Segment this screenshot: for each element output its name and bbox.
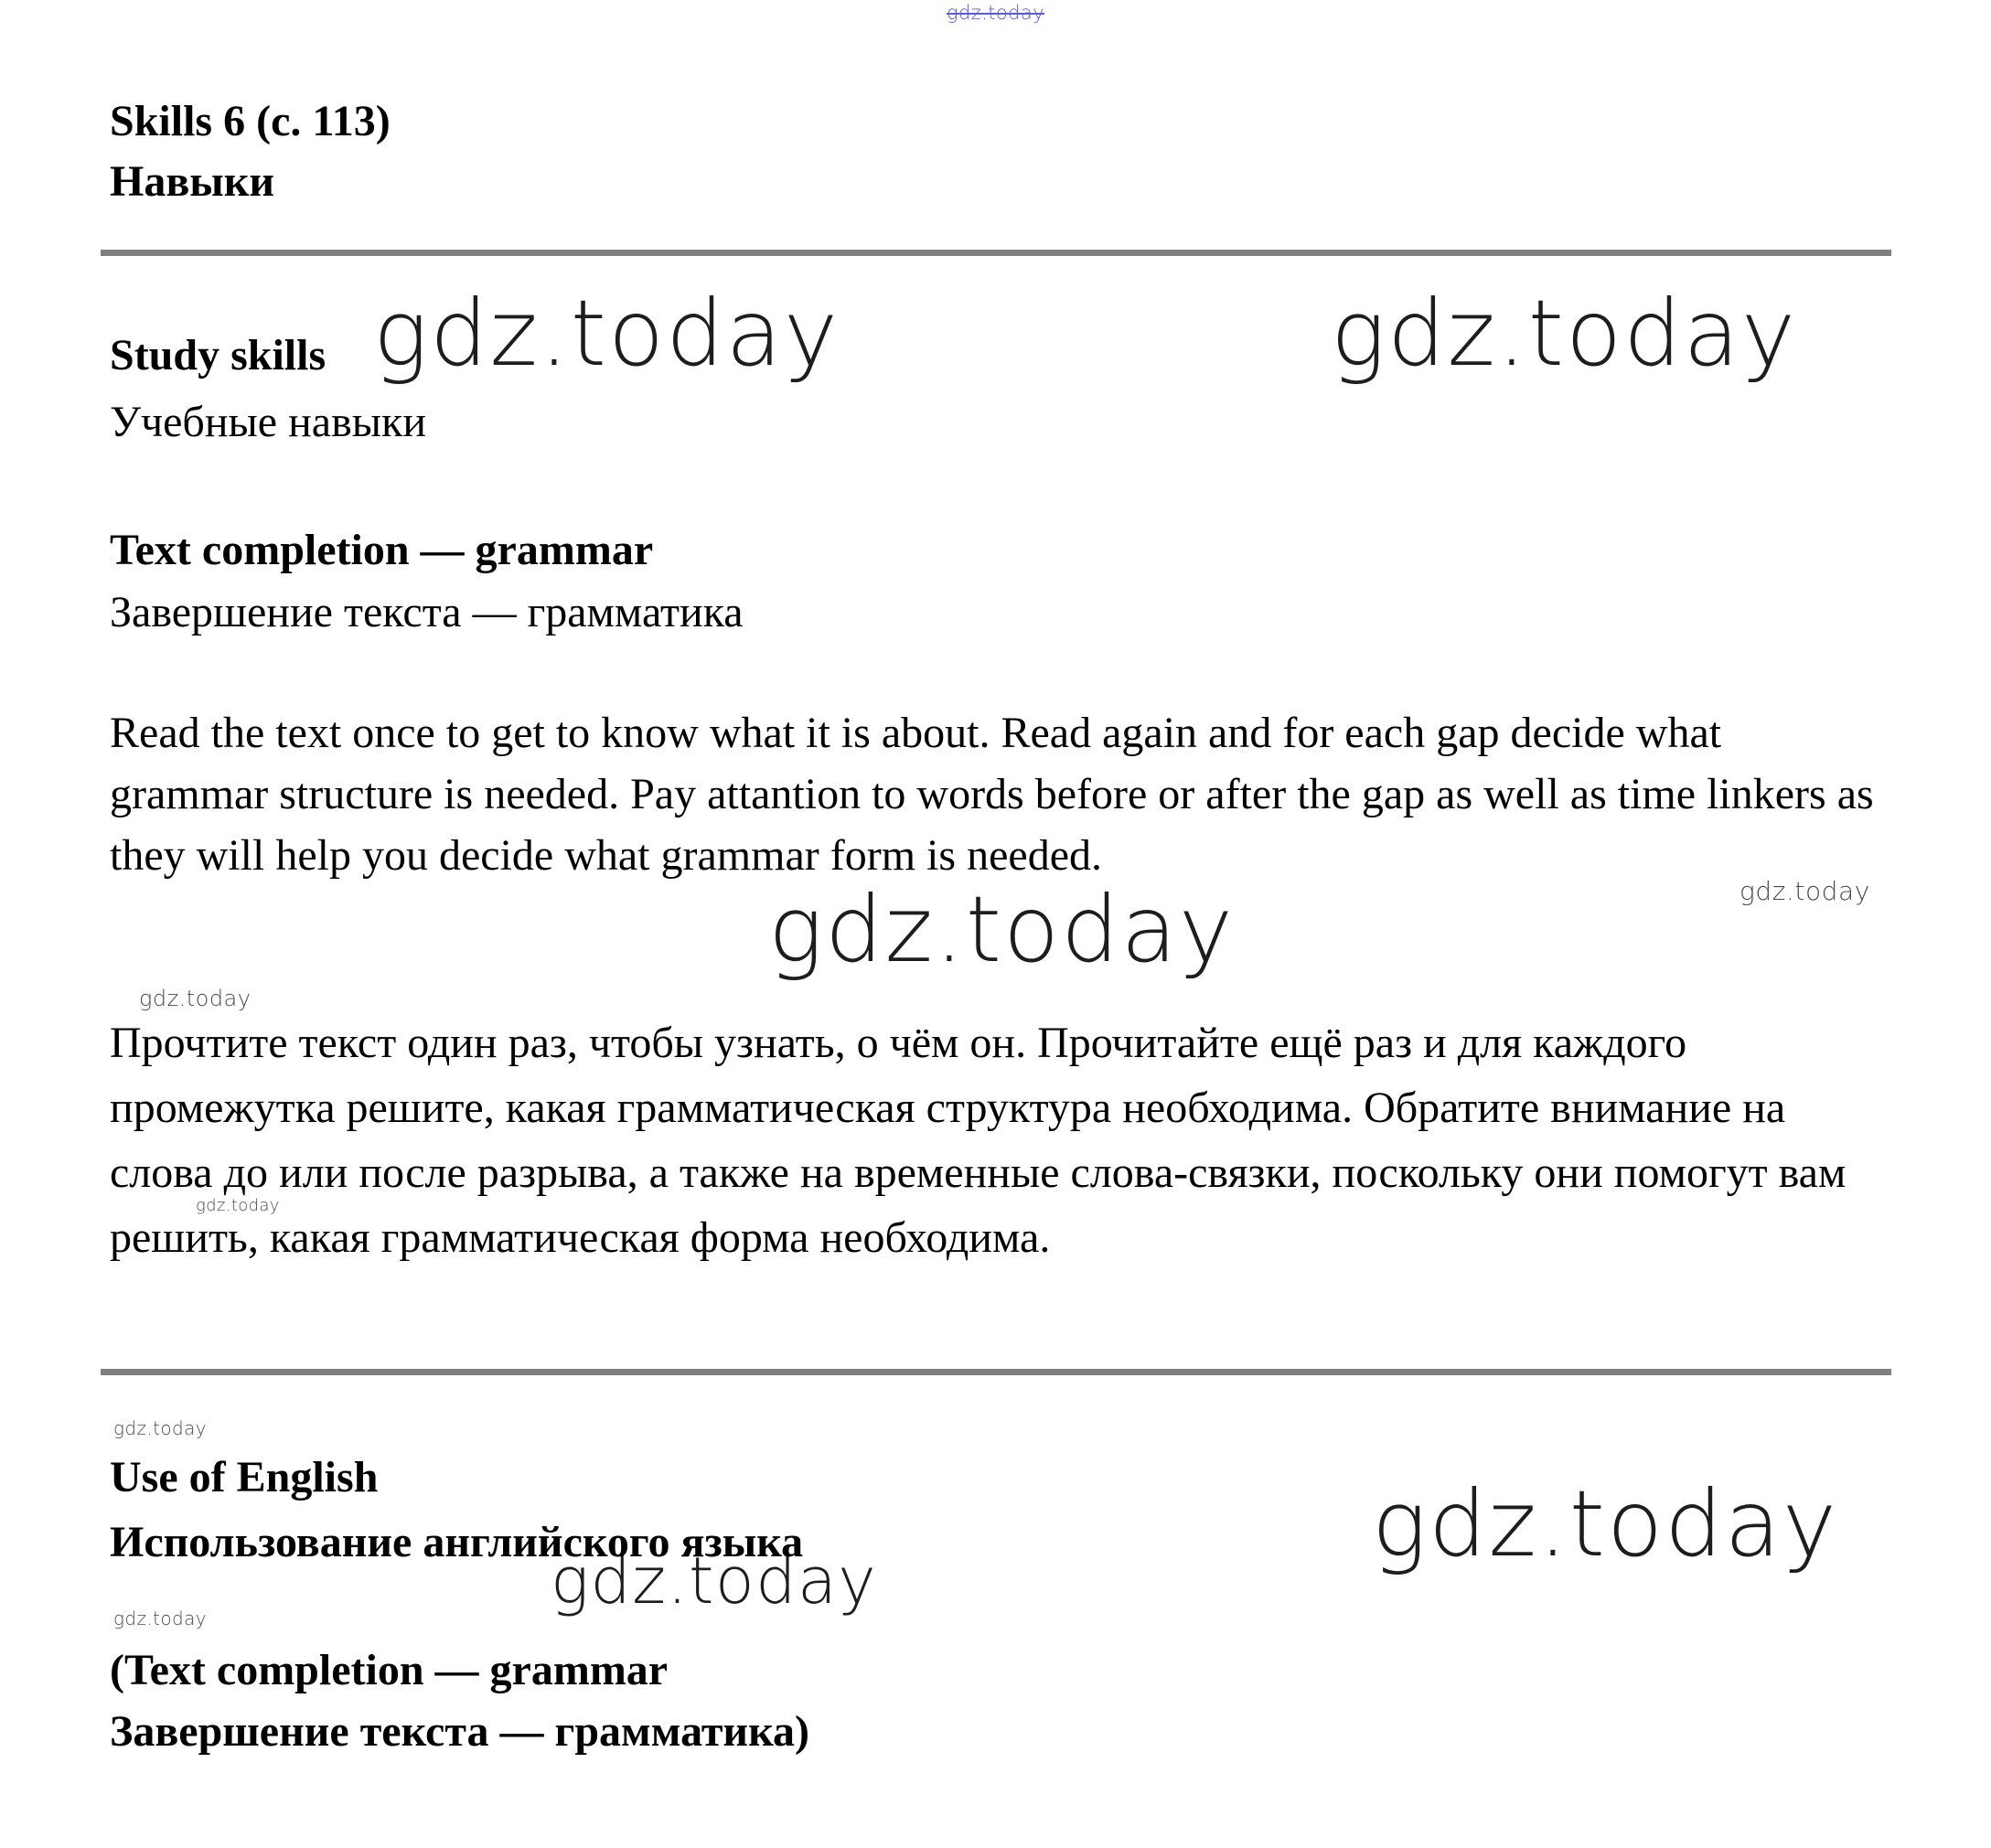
- page-title-line2: Навыки: [110, 157, 275, 206]
- study-skills-heading-ru: Учебные навыки: [110, 398, 427, 446]
- watermark-medium-center-bottom: gdz.today: [551, 1544, 878, 1618]
- watermark-small-right: gdz.today: [1739, 876, 1870, 906]
- watermark-large-left: gdz.today: [373, 280, 840, 387]
- watermark-large-right-bottom: gdz.today: [1372, 1470, 1839, 1577]
- use-of-english-heading-en: Use of English: [110, 1453, 379, 1501]
- text-completion-heading-ru: Завершение текста — грамматика: [110, 588, 744, 636]
- instructions-paragraph-ru: Прочтите текст один раз, чтобы узнать, о чём он. Прочитайте ещё раз и для каждого промежутка решите, какая грамматическая структура необходима. Обратите внимание на слова до или после разрыва, а также на временные слова-связки, поскольку они помогут вам решить, какая грамматическая форма необходима.: [110, 1019, 1846, 1262]
- page-title-line1: Skills 6 (с. 113): [110, 97, 391, 145]
- use-of-english-heading-ru: Использование английского языка: [110, 1518, 804, 1566]
- use-of-english-subheading-line1: (Text completion — grammar: [110, 1646, 669, 1694]
- page-header: [110, 91, 1889, 212]
- watermark-small-bottom: gdz.today: [113, 1608, 208, 1629]
- watermark-small-left: gdz.today: [139, 986, 252, 1011]
- section-divider-top: [101, 250, 1891, 256]
- watermark-large-right: gdz.today: [1331, 280, 1798, 387]
- use-of-english-subheading-line2: Завершение текста — грамматика): [110, 1707, 809, 1756]
- watermark-small-above-section2: gdz.today: [113, 1417, 208, 1439]
- study-skills-heading-en: Study skills: [110, 331, 326, 379]
- text-completion-heading-en: Text completion — grammar: [110, 526, 654, 574]
- watermark-top: gdz.today: [946, 2, 1045, 24]
- watermark-tiny-inline: gdz.today: [196, 1196, 280, 1215]
- section-divider-bottom: [101, 1369, 1891, 1375]
- watermark-large-center: gdz.today: [768, 876, 1236, 983]
- instructions-paragraph-en: Read the text once to get to know what it is about. Read again and for each gap decide what grammar structure is needed. Pay attantion to words before or after the gap as well as time linkers as they will help you decide what grammar form is needed.: [110, 709, 1874, 880]
